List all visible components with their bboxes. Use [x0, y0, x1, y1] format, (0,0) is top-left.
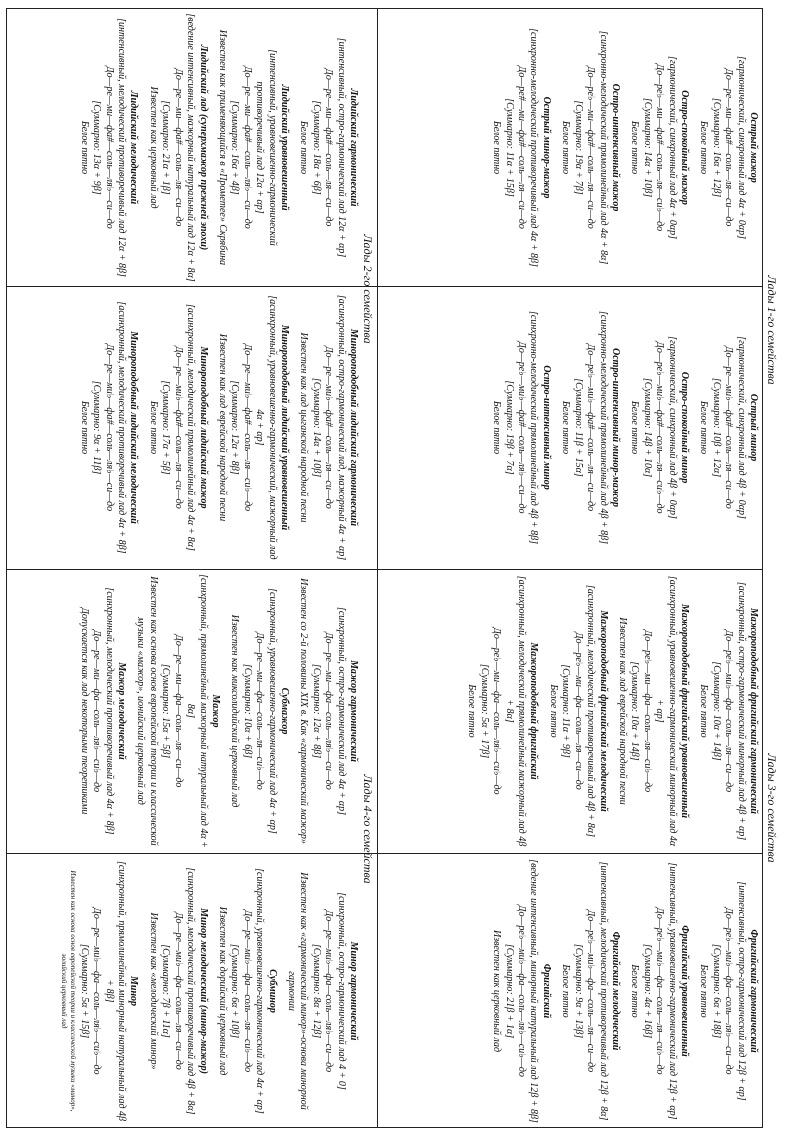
mode-line: До—ре♭—ми♭—фа—соль—ля—си—до [585, 909, 597, 1073]
mode-line: [Суммарно: 12α + 8β] [310, 663, 322, 759]
mode-line: [Суммарно: 14α + 10β] [641, 97, 653, 198]
mode-line: Известен как «мелодический минор» [147, 912, 159, 1070]
mode-line: [Суммарно: 6α + 10β] [229, 943, 241, 1039]
mode-line: До—ре—ми♭—фа#—соль—ля—си—до [323, 346, 335, 509]
mode-line: До—ре♭—ми♭—фа—соль—ля—си—до [723, 629, 735, 793]
mode-block [697, 857, 759, 1125]
mode-block [297, 13, 359, 282]
mode-block [465, 573, 539, 849]
mode-block [216, 290, 290, 565]
mode-block [616, 573, 690, 849]
mode-line: [Суммарно: 9α + 13β] [572, 943, 584, 1039]
mode-line: Белое пятно [629, 400, 641, 455]
mode-line: До—ре♭—ми—фа#—соль—ля—си♭—до [654, 63, 666, 232]
mode-block [285, 857, 359, 1125]
mode-line: [синхронный, прямолинейный минорный натуральный лад 4β + 8β] [103, 860, 128, 1122]
mode-block [697, 573, 759, 849]
mode-title: Фригийский уравновешенный [678, 925, 690, 1057]
mode-title: Мажороподобный фригийский [528, 642, 540, 780]
mode-block [697, 290, 759, 565]
mode-line: Известен как применяющийся в «Прометее» Скрябина [216, 29, 228, 266]
mode-line: Допускается как лад некоторыми теоретиками [78, 607, 90, 815]
mode-line: [асинхронный, уравновешенно-гармонический минорный лад 4α + αр] [654, 575, 678, 847]
mode-title: Минороподобный лидийский мелодический [128, 331, 140, 524]
mode-title: Мажор [209, 694, 221, 728]
mode-line: [асинхронный, остро-гармонический минорный лад 4β + αр] [735, 581, 747, 841]
mode-line: Известен как лад цыганской народной песни [298, 332, 310, 523]
mode-line: [синхронный, прямолинейный мажорный натуральный лад 4α + 8α] [185, 574, 209, 848]
header-family-1: Лады 1-го семейства [765, 275, 779, 385]
mode-line: [Суммарно: 4α + 16β] [641, 943, 653, 1039]
mode-line: [Суммарно: 8α + 12β] [310, 943, 322, 1039]
mode-title: Мажороподобный фригийский гармонический [748, 608, 759, 814]
mode-block [147, 13, 209, 282]
mode-block [697, 13, 759, 282]
mode-line: [Суммарно: 5α + 15β] [78, 943, 90, 1039]
mode-title: Остро-спокойный минор [678, 371, 690, 484]
mode-line: [Суммарно: 10β + 12α] [710, 377, 722, 478]
mode-block [77, 290, 139, 565]
mode-line: До—ре♭—ми♭—фа#—соль—ля—си—до [585, 343, 597, 512]
mode-line: [синхронный, уравновешенно-гармонический лад 4α + αр] [254, 868, 266, 1114]
mode-line: Белое пятно [547, 684, 559, 738]
table-cell-r1c2 [378, 286, 762, 569]
mode-line: [синхронный, остро-гармонический лад 4 + 0] [335, 892, 347, 1090]
mode-line: До—ре♭—ми—фа—соль—ля—си♭—до [641, 629, 653, 793]
mode-line: [синхронный, уравновешенно-гармонический лад 4α + αр] [266, 588, 278, 834]
mode-title: Минор гармонический [348, 941, 359, 1041]
mode-block [59, 857, 139, 1125]
mode-line: Белое пятно [298, 120, 310, 175]
mode-line: [асинхронный, мелодический прямолинейный мажорный лад 4β + 8α] [503, 575, 528, 847]
mode-title: Остро-интенсивный мажор [609, 83, 621, 212]
mode-block [559, 857, 621, 1125]
mode-line: До—ре—ми—фа#—соль—ля♭—си—до [103, 66, 115, 229]
table-cell-r1c1 [378, 9, 762, 286]
mode-line: До—ре—ми♭—фа#—соль—ля—си♭—до [241, 343, 253, 512]
mode-title: Лидийский гармонический [348, 88, 359, 207]
mode-title: Минороподобный лидийский гармонический [348, 328, 359, 527]
mode-line: [интенсивный, уравновешенно-гармонический лад 12β + αр] [666, 862, 678, 1120]
mode-line: Белое пятно [698, 400, 710, 455]
mode-title: Минороподобный лидийский уравновешенный [278, 324, 290, 531]
mode-title: Минор [128, 975, 140, 1006]
mode-title: Субмажор [278, 687, 290, 735]
mode-line: [Суммарно: 17α + 5β] [160, 380, 172, 475]
table-cell-r2c4 [5, 853, 362, 1129]
mode-line: [Суммарно: 18α + 6β] [310, 100, 322, 195]
mode-title: Остро-спокойный мажор [678, 90, 690, 205]
mode-line: До—ре♭—ми♭—фа—соль—ля♭—си♭—до [516, 905, 528, 1077]
mode-line: Белое пятно [78, 120, 90, 175]
mode-line: [Суммарно: 14α + 10β] [310, 377, 322, 478]
mode-line: До—ре—ми—фа—соль—ля—си♭—до [254, 632, 266, 790]
mode-line: До—ре—ми—фа—соль—ля♭—си♭—до [91, 629, 103, 793]
mode-block [559, 13, 621, 282]
mode-line: [Суммарно: 13α + 9β] [91, 100, 103, 195]
header-family-3: Лады 3-го семейства [765, 753, 779, 863]
mode-note: Известен как основа основ европейской теории и классической музыки «минор», эолийский церковный лад [60, 870, 78, 1112]
mode-line: Известен как миксолидийский церковный лад [229, 614, 241, 808]
mode-block [559, 290, 621, 565]
mode-line: Белое пятно [629, 964, 641, 1018]
mode-title: Лидийский уравновешенный [278, 84, 290, 211]
mode-line: [синхронный, мелодический противоречивый лад 4α + 8β] [103, 587, 115, 835]
header-family-2: Лады 2-го семейства [361, 234, 375, 344]
mode-title: Остро-интенсивный минор [540, 365, 552, 490]
mode-line: [Суммарно: 10α + 14β] [629, 661, 641, 761]
mode-line: [Суммарно: 12α + 8β] [229, 380, 241, 475]
mode-line: [синхронный, мелодический противоречивый лад 4β + 8α] [185, 867, 197, 1115]
mode-block [77, 13, 139, 282]
mode-line: Известен как «гармонический минор»-основа минорной гармонии [285, 872, 310, 1110]
mode-line: [интенсивный, уравновешенно-гармонический противоречивый лад 12α + αр] [254, 49, 278, 246]
mode-line: [Суммарно: 5α + 17β] [478, 663, 490, 759]
mode-line: [Суммарно: 15α + 5β] [160, 663, 172, 759]
mode-line: [Суммарно: 19β + 7α] [503, 380, 515, 475]
table-cell-r2c3 [5, 569, 362, 853]
mode-line: [Суммарно: 11α + 15β] [503, 98, 515, 197]
mode-line: Белое пятно [560, 964, 572, 1018]
table-cell-r1c3 [378, 569, 762, 853]
mode-line: Белое пятно [698, 964, 710, 1018]
mode-line: [Суммарно: 14β + 10α] [641, 377, 653, 478]
mode-block [628, 13, 690, 282]
mode-line: До—ре—ми—фа—соль—ля♭—си—до [323, 632, 335, 790]
mode-block [297, 290, 359, 565]
mode-line: До—ре—ми♭—фа—соль—ля—си—до [172, 912, 184, 1070]
mode-line: До—ре♭—ми♭—фа#—соль—ля♭—си—до [516, 341, 528, 514]
header-family-4: Лады 4-го семейства [361, 774, 375, 884]
mode-line: [синхронно-мелодический прямолинейный лад 4β + 8β] [597, 311, 609, 544]
mode-title: Острый минор-мажор [540, 96, 552, 199]
mode-line: Известен со 2-й половины XIX в. Как «гармонический мажор» [298, 578, 310, 844]
mode-title: Остро-интенсивный минор-мажор [609, 348, 621, 507]
mode-block [77, 573, 127, 849]
mode-block [228, 573, 290, 849]
mode-line: Известен как лад еврейской народной песни [216, 333, 228, 522]
mode-line: [Суммарно: 7β + 11α] [160, 944, 172, 1038]
mode-line: [синхронно-мелодический противоречивый лад 4α + 8β] [528, 28, 540, 267]
mode-line: [асинхронный, уравновешенно-гармонический, мажорный лад 4α + αр] [254, 295, 278, 560]
mode-line: Белое пятно [78, 400, 90, 455]
mode-line: [синхронно-мелодический прямолинейный лад 4β + 8β] [528, 311, 540, 544]
mode-title: Мажор мелодический [116, 662, 128, 760]
mode-line: [Суммарно: 11α + 9β] [560, 664, 572, 758]
mode-line: [гармонический, синхронный лад 4α + 0αр] [666, 55, 678, 240]
mode-title: Мажороподобный фригийский уравновешенный [678, 603, 690, 819]
mode-title: Острый мажор [748, 112, 759, 183]
mode-line: [синхронный, остро-гармонический лад 4α + αр] [335, 606, 347, 816]
mode-line: [интенсивный, мелодический противоречивый лад 12β + 8α] [597, 861, 609, 1121]
mode-line: [ведение интенсивный, минорный натуральный лад 12β + 8β] [528, 859, 540, 1123]
mode-line: До—ре—ми—фа—соль—ля—си—до [172, 634, 184, 788]
mode-line: [гармонический, синхронный лад 4α + 0αр] [735, 55, 747, 240]
mode-title: Фригийский гармонический [748, 929, 759, 1053]
mode-title: Фригийский мелодический [609, 931, 621, 1051]
mode-line: До—ре♭—ми—фа#—соль—ля—си—до [585, 66, 597, 229]
mode-line: [Суммарно: 21β + 1α] [503, 943, 515, 1039]
mode-line: Белое пятно [466, 684, 478, 738]
mode-line: Белое пятно [491, 120, 503, 175]
mode-block [490, 857, 552, 1125]
mode-block [134, 573, 221, 849]
mode-line: Белое пятно [629, 120, 641, 175]
mode-line: До—ре♭—ми—фа—соль—ля♭—си♭—до [491, 627, 503, 795]
mode-block [297, 573, 359, 849]
mode-line: [гармонический, синхронный лад 4β + 0αр] [735, 336, 747, 519]
mode-line: [Суммарно: 11β + 15α] [572, 378, 584, 477]
mode-block [216, 857, 278, 1125]
mode-line: Белое пятно [147, 400, 159, 455]
mode-line: Белое пятно [560, 400, 572, 455]
modes-table [6, 8, 763, 1128]
mode-line: Белое пятно [491, 400, 503, 455]
mode-title: Субминор [266, 969, 278, 1013]
mode-line: До—ре♭—ми♭—фа#—соль—ля—си♭—до [654, 341, 666, 514]
mode-line: [гармонический, синхронный лад 4β + 0αр] [666, 336, 678, 519]
mode-line: [ведение интенсивный, мажорный натуральный лад 12α + 8α] [185, 13, 197, 282]
mode-line: [Суммарно: 10α + 14β] [710, 661, 722, 761]
mode-line: До—ре—ми—фа#—соль—ля—си—до [172, 68, 184, 227]
mode-line: До—ре♭—ми♭—фа—соль—ля—си♭—до [654, 907, 666, 1075]
mode-line: [интенсивный, мелодический противоречивый лад 12α + 8β] [116, 18, 128, 277]
mode-title: Мажороподобный фригийский мелодический [597, 610, 609, 812]
table-cell-r1c4 [378, 853, 762, 1129]
mode-line: До—ре♭—ми—фа—соль—ля—си—до [572, 632, 584, 790]
mode-title: Острый минор [748, 393, 759, 462]
mode-line: [Суммарно: 6α + 18β] [710, 943, 722, 1039]
mode-line: До—ре—ми♭—фа—соль—ля♭—си♭—до [91, 907, 103, 1075]
mode-title: Минор мелодический (минор-мажор) [197, 908, 209, 1074]
mode-line: Известен как лад еврейской народной песни [616, 617, 628, 805]
mode-title: Лидийский мелодический [128, 90, 140, 205]
mode-line: Известен как церковный лад [491, 929, 503, 1053]
mode-line: Известен как основа основ европейской теории и классической музыки «мажор», ионийский церковный лад [135, 576, 159, 846]
mode-line: До—ре—ми♭—фа#—соль—ля♭—си—до [103, 343, 115, 512]
mode-line: [Суммарно: 21α + 1β] [160, 100, 172, 195]
mode-line: [асинхронный, мелодический противоречивый лад 4β + 8α] [585, 584, 597, 838]
mode-line: До—ре♭—ми♭—фа—соль—ля♭—си—до [723, 907, 735, 1075]
mode-line: [асинхронный, мелодический прямолинейный лад 4α + 8α] [185, 304, 197, 551]
mode-line: [асинхронный, мелодический противоречивый лад 4α + 8β] [116, 301, 128, 554]
mode-line: Белое пятно [560, 120, 572, 175]
mode-line: Известен как церковный лад [147, 86, 159, 209]
mode-line: До—ре—ми♭—фа#—соль—ля—си—до [172, 346, 184, 509]
mode-block [147, 290, 209, 565]
mode-line: [асинхронный, остро-гармонический лад, мажорный 4α + αр] [335, 294, 347, 561]
mode-block [216, 13, 290, 282]
mode-title: Минороподобный лидийский мажор [197, 346, 209, 509]
mode-title: Мажор гармонический [348, 660, 359, 762]
mode-line: [Суммарно: 10α + 6β] [241, 663, 253, 759]
mode-line: До—ре—ми♭—фа—соль—ля♭—си—до [323, 909, 335, 1073]
mode-line: Известен как дорийский церковный лад [216, 906, 228, 1076]
mode-line: [Суммарно: 16α + 4β] [229, 100, 241, 195]
mode-line: [Суммарно: 16α + 12β] [710, 97, 722, 198]
mode-line: До—ре—ми♭—фа—соль—ля—си♭—до [241, 909, 253, 1073]
mode-block [628, 290, 690, 565]
mode-line: [Суммарно: 9α + 11β] [91, 380, 103, 475]
mode-block [490, 290, 552, 565]
mode-block [628, 857, 690, 1125]
mode-line: До—ре—ми♭—фа#—соль—ля—си—до [723, 346, 735, 509]
mode-title: Лидийский лад (суперхмажор прежней эпохи) [197, 44, 209, 251]
table-cell-r2c2 [5, 286, 362, 569]
table-cell-r2c1 [5, 9, 362, 286]
mode-line: [Суммарно: 19α + 7β] [572, 100, 584, 195]
mode-line: До—ре#—ми—фа#—соль—ля—си—до [516, 66, 528, 229]
mode-block [490, 13, 552, 282]
mode-line: До—ре—ми—фа#—соль—ля—си—до [723, 68, 735, 227]
mode-line: [синхронно-мелодический прямолинейный лад 4α + 8α] [597, 30, 609, 265]
mode-line: [интенсивный, остро-гармонический лад 12β + αр] [735, 881, 747, 1101]
mode-line: До—ре—ми—фа#—соль—ля—си—до [323, 68, 335, 227]
mode-title: Фригийский [540, 963, 552, 1019]
mode-block [147, 857, 209, 1125]
mode-line: Белое пятно [698, 120, 710, 175]
mode-line: [интенсивный, остро-гармонический лад 12α + αр] [335, 37, 347, 258]
mode-block [547, 573, 609, 849]
mode-line: Белое пятно [698, 684, 710, 738]
mode-line: До—ре—ми—фа#—соль—ля♭—си—до [241, 66, 253, 229]
